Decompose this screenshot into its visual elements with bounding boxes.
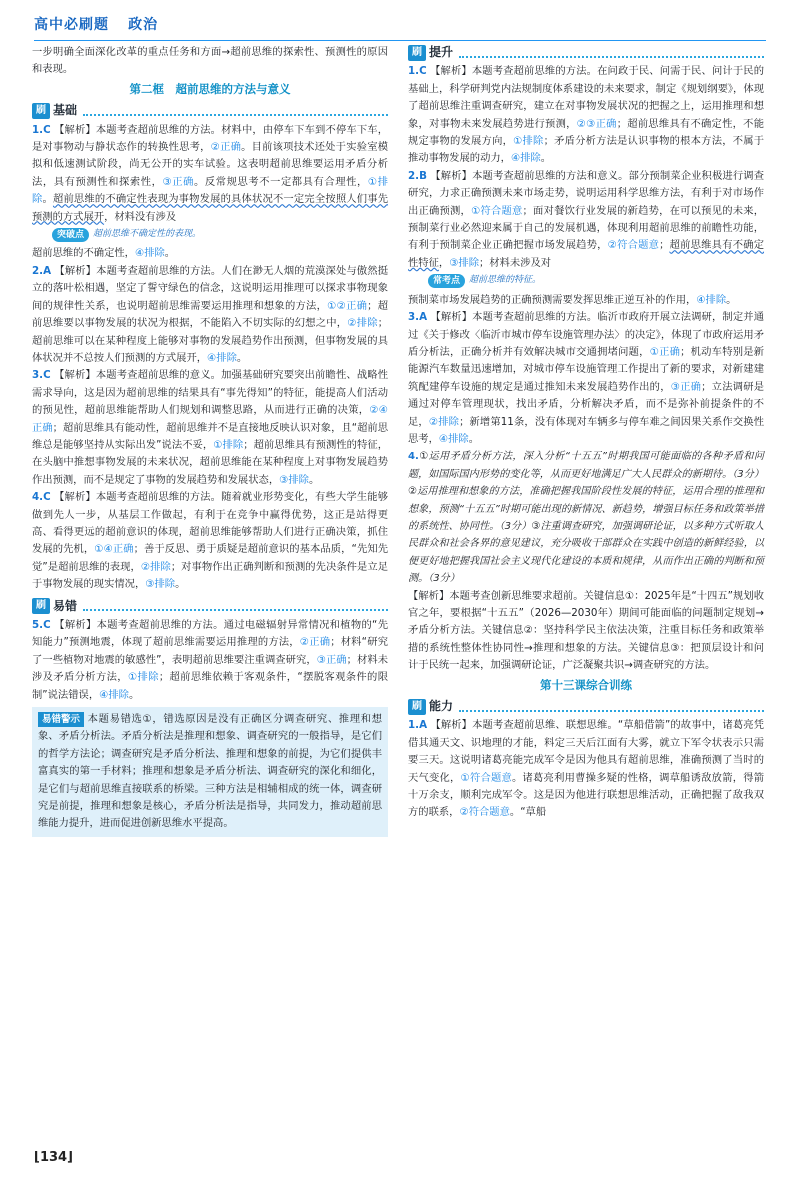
option-verdict: ①符合题意 xyxy=(471,204,523,217)
option-verdict: ①排除 xyxy=(213,438,244,451)
question-2-cont xyxy=(408,292,764,309)
text: ；机动车特别是新能源汽车数量迅速增加，对城市停车设施管理工作提出了新的要求，对新建建筑配建停车设施的规定是通过推知未来发展趋势作出的， xyxy=(408,345,765,393)
section-bar-improve xyxy=(408,44,764,61)
key-point-note xyxy=(52,226,388,243)
question-4-answer xyxy=(408,448,764,587)
question-3 xyxy=(32,367,388,489)
text: ；新增第11条，没有体现对车辆多与停车难之间因果关系作交换性思考， xyxy=(408,415,765,445)
text: ； xyxy=(659,239,670,252)
dotted-divider xyxy=(459,702,764,712)
section-bar-basic xyxy=(32,102,388,119)
text: 。诸葛亮利用曹操多疑的性格，调草船诱敌放箭，得箭十万余支，顺利完成军令。这是因为他进行联想思维活动，正确把握了敌我双方的联系， xyxy=(408,771,765,819)
question-number: 3.C xyxy=(32,369,51,382)
option-verdict: ④排除 xyxy=(207,351,237,364)
text: 【解析】本题考查超前思维的方法。人们在渺无人烟的荒漠深处与傲然挺立的落叶松相遇，坚定了誓守绿色的信念，这说明运用推理可以探求事物现象间的规律性关系，也说明超前思维需要运用推理和想象的方法， xyxy=(32,264,388,312)
option-verdict: ④排除 xyxy=(510,152,541,165)
page-header xyxy=(34,14,766,40)
key-point-badge: 常考点 xyxy=(428,274,465,288)
subject-title: 政治 xyxy=(128,17,159,33)
question-3 xyxy=(408,309,764,448)
warning-tag: 易错警示 xyxy=(38,712,84,727)
option-verdict: ③正确 xyxy=(670,380,702,393)
warning-text: 本题易错选①，错选原因是没有正确区分调查研究、推理和想象、矛盾分析法。矛盾分析法是推理和想象、调查研究的一般指导，是它们的哲学方法论；调查研究是矛盾分析法、推理和想象的前提，为它们提供丰富真实的第一手材料；推理和想象是矛盾分析法、调查研究的深化和细化，是它们与超前思维直接联系的桥梁。三种方法是相辅相成的统一体，调查研究是前提，推理和想象是核心，矛盾分析法是指导，共同发力，推动超前思维能力提升，进而促进创新思维水平提高。 xyxy=(38,713,382,830)
text: ；矛盾分析方法是认识事物的根本方法，不属于推动事物发展的动力， xyxy=(408,135,765,165)
text: 【解析】本题考查超前思维的方法。材料中，由停车下车到不停车下车，是对事物动与静状态作的转换性思考， xyxy=(32,123,388,154)
dotted-divider xyxy=(83,106,388,116)
question-number: 3.A xyxy=(408,311,428,324)
option-verdict: ②符合题意 xyxy=(459,806,510,819)
text: 。 xyxy=(540,152,552,165)
question-number: 4. xyxy=(408,451,419,463)
key-point-text: 超前思维不确定性的表现。 xyxy=(93,229,202,240)
text: ；面对餐饮行业发展的新趋势，在可以预见的未来，预制菜行业必然迎来属于自己的发展机遇，体现利用超前思维的前瞻性功能，有利于预制菜企业正确把握市场发展趋势， xyxy=(408,204,765,252)
question-number: 5.C xyxy=(32,619,51,631)
answer-text: ①运用矛盾分析方法，深入分析“十五五”时期我国可能面临的各种矛盾和问题，如国际国内形势的变化等，从而更好地满足广大人民群众的新期待。（3分）②运用推理和想象的方法，准确把握我国阶段性发展的特征，运用合理的推理和想象，预测“十五五”时期可能出现的新情况、新趋势，增强目标任务和政策举措的系统性、协同性。（3分）③注重调查研究，加强调研论证，以多种方式听取人民群众和社会各界的意见建议，充分吸收干部群众在实践中创造的新鲜经验，以便更好地把握我国社会主义现代化建设的本质和规律，从而作出正确的判断和预测。（3分） xyxy=(408,451,764,585)
option-verdict: ①排除 xyxy=(32,175,389,206)
option-verdict: ②正确 xyxy=(210,141,242,154)
right-column xyxy=(408,44,764,822)
question-4 xyxy=(32,489,388,593)
text: ；超前思维可以在某种程度上能够对事物的发展趋势作出预测，但事物发展的具体状况并不总按人们预测的方式展开， xyxy=(32,317,389,364)
text: 。 xyxy=(726,293,737,306)
question-number: 1.C xyxy=(408,65,427,78)
question-1 xyxy=(408,63,764,167)
option-verdict: ②正确 xyxy=(299,636,331,649)
text: ；材料“研究了一些植物对地震的敏感性”，表明超前思维要注重调查研究， xyxy=(32,636,388,666)
text: 。 xyxy=(42,193,53,206)
text: ；超前思维具有预测性的特征，在头脑中推想事物发展的未来状况，超前思维能在某种程度上对事物发展趋势作出预测，而不是规定了事物的发展趋势和发展状态， xyxy=(32,438,388,486)
option-verdict: ③排除 xyxy=(449,256,480,269)
option-verdict: ②符合题意 xyxy=(607,239,660,252)
text: 【解析】本题考查超前思维的意义。加强基础研究要突出前瞻性、战略性需求导向，这是因为超前思维的结果具有“事先得知”的特征，能提高人们活动的预见性，超前思维能帮助人们规划和调整思路，从而进行正确的决策， xyxy=(32,369,388,417)
question-1-ability xyxy=(408,717,764,821)
brush-badge: 刷 xyxy=(408,699,426,715)
text: ；材料未涉及矛盾分析方法， xyxy=(32,653,388,684)
text: 超前思维的不确定性， xyxy=(32,247,135,260)
text: ；超前思维要以事物发展的状况为根据，不能陷入不切实际的幻想之中， xyxy=(32,299,389,330)
option-verdict: ①排除 xyxy=(513,135,544,148)
option-verdict: ③排除 xyxy=(279,473,309,486)
question-5 xyxy=(32,617,388,704)
option-verdict: ①④正确 xyxy=(94,543,134,556)
highlighted-text: 超前思维的不确定性表现为事物发展的具体状况不一定完全按照人们事先预测的方式展开 xyxy=(32,193,389,223)
option-verdict: ②排除 xyxy=(428,415,460,428)
key-point-badge: 突破点 xyxy=(52,228,89,242)
text: 预制菜市场发展趋势的正确预测需要发挥思维正逆互补的作用， xyxy=(408,293,697,306)
section-label: 易错 xyxy=(53,598,78,613)
option-verdict: ④排除 xyxy=(438,432,469,445)
text: ；善于反思、勇于质疑是超前意识的基本品质，“先知先觉”是超前思维的表现， xyxy=(32,543,388,573)
lesson-title: 第十三课综合训练 xyxy=(540,677,632,692)
question-number: 2.B xyxy=(408,169,427,182)
option-verdict: ①符合题意 xyxy=(460,771,513,784)
text: 【解析】本题考查超前思维、联想思维。“草船借箭”的故事中，诸葛亮凭借其通天文、识地理的才能，料定三天后江面有大雾，就立下军令状表示只需要三天。这说明诸葛亮能完成军令是因为他具有超前思维，准确预测了当时的天气变化， xyxy=(408,719,764,784)
text: 。“草船 xyxy=(509,806,547,819)
key-point-text: 超前思维的特征。 xyxy=(469,275,542,286)
intro-text: 一步明确全面深化改革的重点任务和方面→超前思维的探索性、预测性的原因和表现。 xyxy=(32,46,388,76)
option-verdict: ④排除 xyxy=(696,293,727,306)
brush-badge: 刷 xyxy=(408,45,426,61)
brush-badge: 刷 xyxy=(32,598,50,614)
option-verdict: ④排除 xyxy=(134,247,165,260)
text: 。目前该项技术还处于实验室模拟和低速测试阶段，尚无公开的实车试验。这表明超前思维要运用矛盾分析法，具有预测性和探索性， xyxy=(32,141,389,188)
dotted-divider xyxy=(83,601,388,611)
option-verdict: ③正确 xyxy=(162,175,194,188)
brush-badge: 刷 xyxy=(32,103,50,119)
section-label: 能力 xyxy=(429,699,454,714)
section-bar-ability xyxy=(408,698,764,715)
text: ，材料没有涉及 xyxy=(104,210,177,223)
text: ， xyxy=(438,256,450,269)
text: 。 xyxy=(175,578,186,591)
text: ；超前思维具有不确定性，不能规定事物的发展方向， xyxy=(408,117,765,148)
question-number: 1.A xyxy=(408,719,428,732)
text: 。 xyxy=(164,247,176,260)
page-number-value: 134 xyxy=(39,1150,68,1165)
page-number: ⌊134⌋ xyxy=(34,1150,74,1165)
section-label: 提升 xyxy=(429,45,454,59)
text: ；超前思维具有能动性，超前思维并不是直接地反映认识对象，且“超前思维总是能够坚持从实际出发”说法不妥， xyxy=(32,421,389,451)
question-number: 1.C xyxy=(32,123,51,136)
question-1 xyxy=(32,122,388,226)
option-verdict: ①②正确 xyxy=(327,299,368,312)
text: 。反常规思考不一定都具有合理性， xyxy=(193,175,368,188)
book-title: 高中必刷题 xyxy=(34,17,109,33)
question-number: 2.A xyxy=(32,264,52,277)
option-verdict: ②④正确 xyxy=(32,404,389,434)
question-2 xyxy=(408,168,764,272)
option-verdict: ①排除 xyxy=(127,671,159,684)
text: 【解析】本题考查超前思维的方法。在问政于民、问需于民、问计于民的基础上，科学研判党内法规制度体系建设的未来要求，制定《规划纲要》，体现了超前思维注重调查研究，建立在对事物发展状况的把握之上，运用推理和想象，对事物未来发展趋势进行预测， xyxy=(408,65,764,130)
text: ；立法调研是通过对停车管理现状，找出矛盾，分析解决矛盾，而不是弥补前提条件的不足， xyxy=(408,380,765,428)
text: 。 xyxy=(128,688,140,701)
text: 。 xyxy=(236,351,248,364)
option-verdict: ③排除 xyxy=(145,578,176,591)
text: ；材料未涉及对 xyxy=(479,256,552,269)
question-4-analysis: 【解析】本题考查创新思维要求超前。关键信息①：2025年是“十四五”规划收官之年，要根据“十五五”（2026—2030年）期间可能面临的问题制定规划→矛盾分析方法。关键信息②：坚持科学民主依法决策，注重目标任务和政策举措的系统性整体性协同性→推理和想象的方法。关键信息③：把顶层设计和问计于民统一起来，加强调研论证，广泛凝聚共识→调查研究的方法。 xyxy=(408,589,764,672)
text: 。 xyxy=(468,432,480,445)
mistake-warning-box xyxy=(32,707,388,837)
section-label: 基础 xyxy=(53,103,78,118)
text: 【解析】本题考查超前思维的方法和意义。部分预制菜企业积极进行调查研究，力求正确预测未来市场走势，说明运用科学思维方法，有利于对市场作出正确预测， xyxy=(408,169,765,217)
text: 【解析】本题考查超前思维的方法。通过电磁辐射异常情况和植物的“先知能力”预测地震，体现了超前思维需要运用推理的方法， xyxy=(32,619,388,649)
option-verdict: ②排除 xyxy=(140,560,171,573)
question-2 xyxy=(32,263,388,367)
question-1-cont xyxy=(32,245,388,262)
option-verdict: ①正确 xyxy=(649,345,681,358)
header-divider xyxy=(34,40,766,41)
option-verdict: ②排除 xyxy=(347,317,378,330)
highlighted-text: 超前思维具有不确定性特征 xyxy=(408,239,765,269)
text: 。 xyxy=(308,473,320,486)
left-column xyxy=(32,44,388,837)
section-title: 第二框 超前思维的方法与意义 xyxy=(129,81,291,96)
text: 【解析】本题考查超前思维的方法。随着就业形势变化，有些大学生能够做到先人一步，从基层工作做起，有利于在竞争中赢得优势，这正是站得更高、看得更远的超前意识的体现，超前思维能够帮助人们进行正确决策，抓住发展的先机， xyxy=(32,491,388,556)
question-number: 4.C xyxy=(32,491,51,504)
option-verdict: ③正确 xyxy=(316,653,347,666)
option-verdict: ②③正确 xyxy=(576,117,617,130)
text: 【解析】本题考查超前思维的方法。临沂市政府开展立法调研，制定并通过《关于修改〈临沂市城市停车设施管理办法〉的决定》，体现了市政府运用矛盾分析法，正确分析并有效解决城市交通拥堵问题， xyxy=(408,311,764,358)
key-point-note xyxy=(428,272,764,289)
section-bar-mistake xyxy=(32,598,388,615)
option-verdict: ④排除 xyxy=(99,688,129,701)
dotted-divider xyxy=(459,48,764,58)
text: ；超前思维依赖于客观条件，“摆脱客观条件的限制”说法错误， xyxy=(32,671,389,701)
text: ；对事物作出正确判断和预测的先决条件是立足于事物发展的现实情况， xyxy=(32,560,389,591)
